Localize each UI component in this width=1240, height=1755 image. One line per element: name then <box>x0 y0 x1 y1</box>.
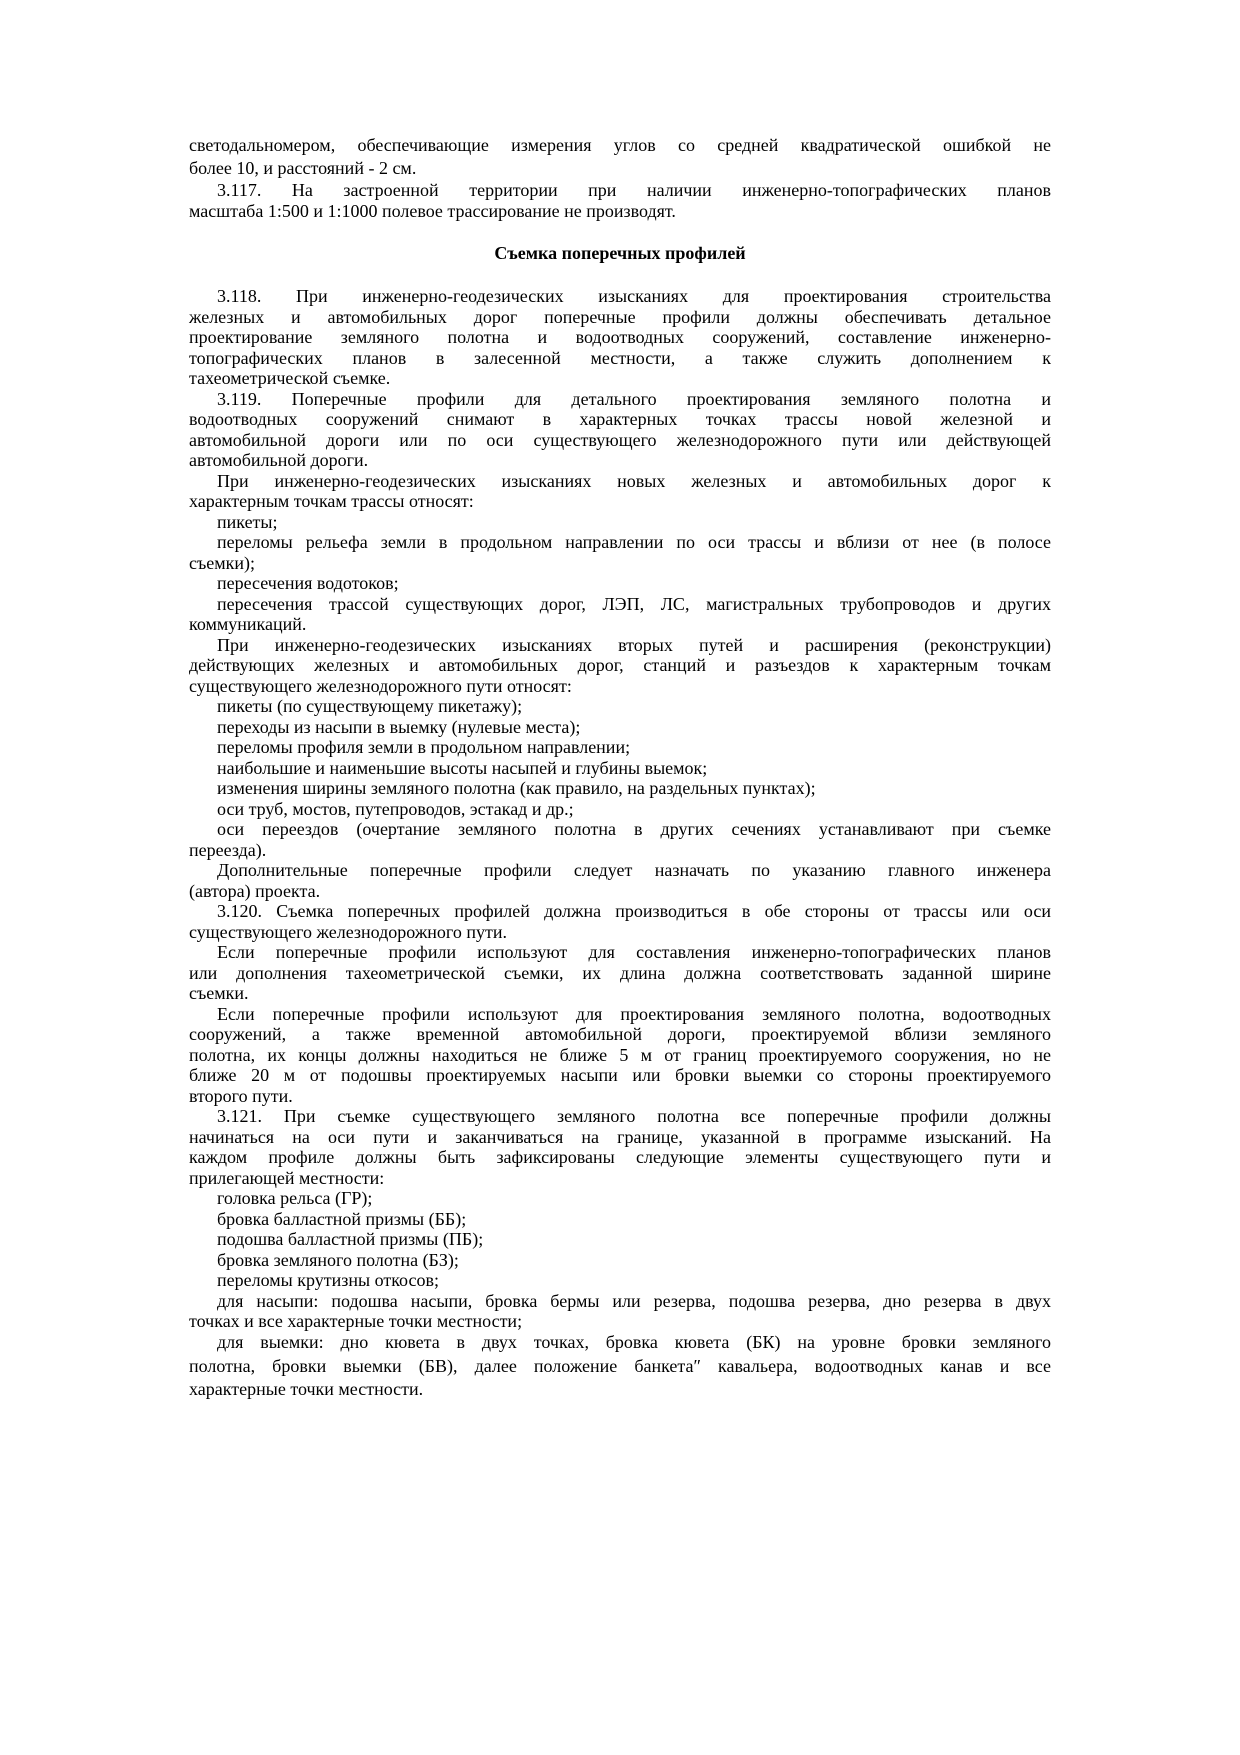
text-line: пересечения водотоков; <box>217 573 399 593</box>
text-line: 3.117. На застроенной территории при наличии инженерно-топографических планов <box>217 180 1051 200</box>
text-line: съемки); <box>189 552 256 573</box>
text-line: второго пути. <box>189 1085 293 1106</box>
text-line: каждом профиле должны быть зафиксированы следующие элементы существующего пути и <box>189 1147 1051 1167</box>
body-text <box>189 286 1051 1332</box>
text-line: характерные точки местности. <box>189 1379 424 1399</box>
text-line: полотна, их концы должны находиться не ближе 5 м от границ проектируемого сооружения, но не <box>189 1044 1051 1065</box>
text-line: существующего железнодорожного пути относят: <box>189 675 572 696</box>
text-line: головка рельса (ГР); <box>217 1188 373 1208</box>
text-line: бровка земляного полотна (БЗ); <box>217 1249 459 1270</box>
text-line: ближе 20 м от подошвы проектируемых насыпи или бровки выемки со стороны проектируемого <box>189 1065 1051 1085</box>
text-line: При инженерно-геодезических изысканиях вторых путей и расширения (реконструкции) <box>217 634 1051 655</box>
text-line: Дополнительные поперечные профили следует назначать по указанию главного инженера <box>217 860 1051 880</box>
text-line: тахеометрической съемке. <box>189 368 391 388</box>
text-line: оси переездов (очертание земляного полотна в других сечениях устанавливают при съемке <box>217 819 1051 839</box>
text-line: для выемки: дно кювета в двух точках, бровка кювета (БК) на уровне бровки земляного <box>217 1332 1051 1352</box>
text-line: железных и автомобильных дорог поперечные профили должны обеспечивать детальное <box>189 306 1051 327</box>
text-line: (автора) проекта. <box>189 880 321 901</box>
text-line: переходы из насыпи в выемку (нулевые места); <box>217 716 581 737</box>
text-line: 3.120. Съемка поперечных профилей должна производиться в обе стороны от трассы или оси <box>217 901 1051 921</box>
text-line: наибольшие и наименьшие высоты насыпей и глубины выемок; <box>217 757 708 778</box>
text-line: более 10, и расстояний - 2 см. <box>189 158 417 178</box>
text-line: действующих железных и автомобильных дорог, станций и разъездов к характерным точкам <box>189 655 1051 675</box>
text-line: характерным точкам трассы относят: <box>189 491 474 511</box>
text-line: изменения ширины земляного полотна (как правило, на раздельных пунктах); <box>217 778 816 798</box>
text-line: начинаться на оси пути и заканчиваться на границе, указанной в программе изысканий. На <box>189 1126 1051 1147</box>
text-line: автомобильной дороги или по оси существующего железнодорожного пути или действующей <box>189 429 1051 450</box>
text-line: При инженерно-геодезических изысканиях новых железных и автомобильных дорог к <box>217 470 1051 491</box>
text-line: Если поперечные профили используют для составления инженерно-топографических планов <box>217 942 1051 962</box>
text-line: 3.118. При инженерно-геодезических изысканиях для проектирования строительства <box>217 286 1051 306</box>
text-line: сооружений, а также временной автомобильной дороги, проектируемой вблизи земляного <box>189 1024 1051 1044</box>
text-line: автомобильной дороги. <box>189 450 369 470</box>
text-line: пересечения трассой существующих дорог, ЛЭП, ЛС, магистральных трубопроводов и других <box>217 593 1051 614</box>
text-line: переломы профиля земли в продольном направлении; <box>217 737 631 757</box>
text-line: пикеты; <box>217 511 278 532</box>
text-line: проектирование земляного полотна и водоотводных сооружений, составление инженерно- <box>189 327 1051 347</box>
text-line: переезда). <box>189 839 267 860</box>
text-line: коммуникаций. <box>189 614 307 634</box>
text-line: оси труб, мостов, путепроводов, эстакад и др.; <box>217 798 574 819</box>
text-line: подошва балластной призмы (ПБ); <box>217 1229 484 1249</box>
text-line: переломы рельефа земли в продольном направлении по оси трассы и вблизи от нее (в полосе <box>217 532 1051 552</box>
text-line: полотна, бровки выемки (БВ), далее положение банкета″ кавальера, водоотводных канав и все <box>189 1355 1051 1376</box>
text-line: 3.119. Поперечные профили для детального проектирования земляного полотна и <box>217 388 1051 409</box>
closing-text <box>189 1331 1051 1402</box>
text-line: водоотводных сооружений снимают в характерных точках трассы новой железной и <box>189 409 1051 429</box>
intro-text <box>189 134 1051 222</box>
text-line: съемки. <box>189 983 249 1003</box>
text-line: 3.121. При съемке существующего земляного полотна все поперечные профили должны <box>217 1106 1051 1126</box>
text-line: светодальномером, обеспечивающие измерения углов со средней квадратической ошибкой не <box>189 135 1051 155</box>
text-line: для насыпи: подошва насыпи, бровка бермы или резерва, подошва резерва, дно резерва в двух <box>217 1290 1051 1311</box>
text-line: масштаба 1:500 и 1:1000 полевое трассирование не производят. <box>189 201 676 221</box>
section-heading: Съемка поперечных профилей <box>494 243 746 263</box>
text-line: или дополнения тахеометрической съемки, их длина должна соответствовать заданной ширине <box>189 962 1051 983</box>
text-line: переломы крутизны откосов; <box>217 1270 439 1290</box>
text-line: пикеты (по существующему пикетажу); <box>217 696 523 716</box>
text-line: топографических планов в залесенной местности, а также служить дополнением к <box>189 347 1051 368</box>
text-line: прилегающей местности: <box>189 1167 385 1188</box>
text-line: Если поперечные профили используют для проектирования земляного полотна, водоотводных <box>217 1003 1051 1024</box>
text-line: существующего железнодорожного пути. <box>189 921 507 942</box>
text-line: бровка балластной призмы (ББ); <box>217 1208 467 1229</box>
text-line: точках и все характерные точки местности; <box>189 1311 523 1331</box>
